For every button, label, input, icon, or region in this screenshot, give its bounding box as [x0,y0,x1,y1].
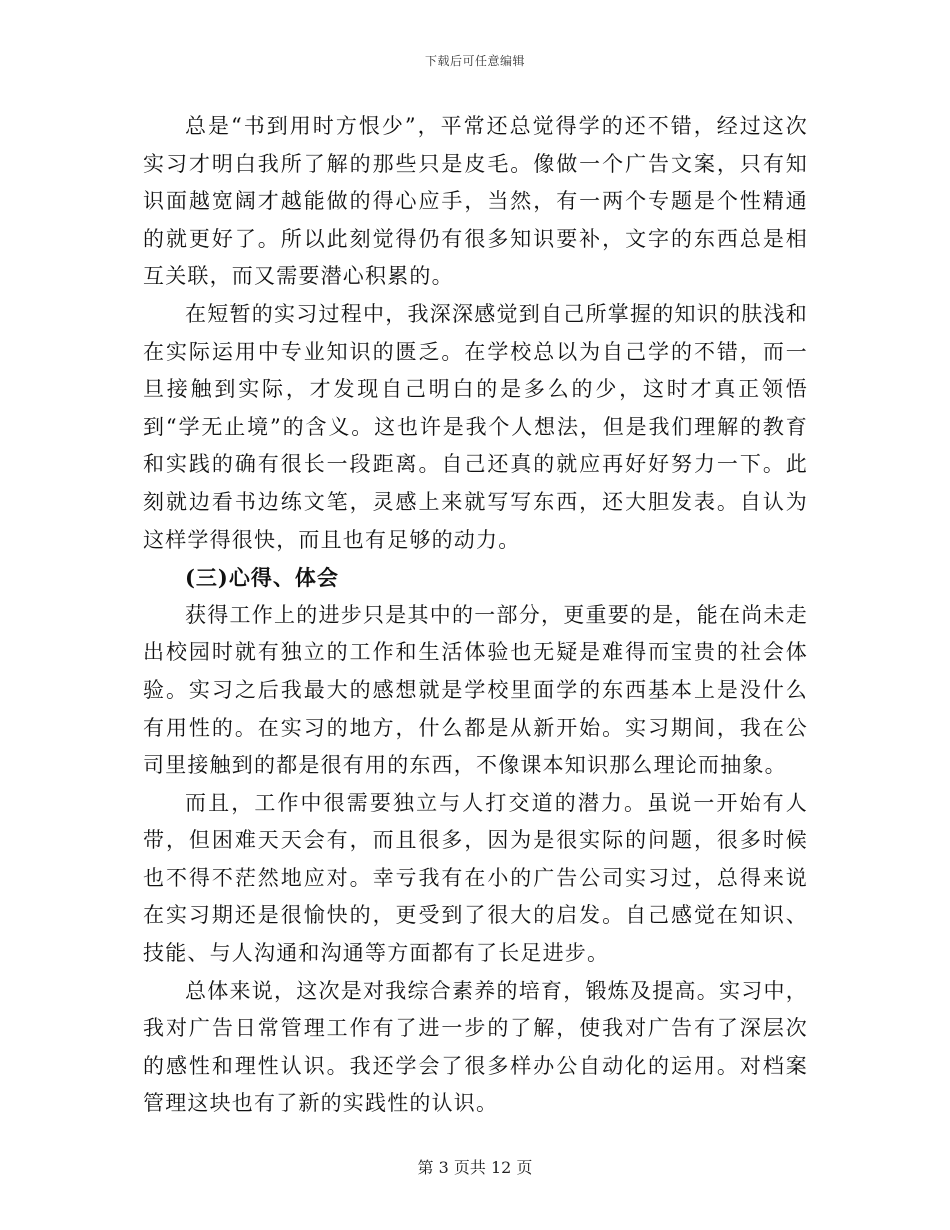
paragraph: 而且，工作中很需要独立与人打交道的潜力。虽说一开始有人带，但困难天天会有，而且很多，因为是很实际的问题，很多时候也不得不茫然地应对。幸亏我有在小的广告公司实习过，总得来说在实习期还是很愉快的，更受到了很大的启发。自己感觉在知识、技能、与人沟通和沟通等方面都有了长足进步。 [143,790,808,966]
paragraph: 获得工作上的进步只是其中的一部分，更重要的是，能在尚未走出校园时就有独立的工作和生活体验也无疑是难得而宝贵的社会体验。实习之后我最大的感想就是学校里面学的东西基本上是没什么有用性的。在实习的地方，什么都是从新开始。实习期间，我在公司里接触到的都是很有用的东西，不像课本知识那么理论而抽象。 [143,602,808,778]
paragraph: 总体来说，这次是对我综合素养的培育，锻炼及提高。实习中，我对广告日常管理工作有了进一步的了解，使我对广告有了深层次的感性和理性认识。我还学会了很多样办公自动化的运用。对档案管理这块也有了新的实践性的认识。 [143,978,808,1116]
header-note: 下载后可任意编辑 [424,54,525,68]
paragraph: 总是“书到用时方恨少”，平常还总觉得学的还不错，经过这次实习才明白我所了解的那些只是皮毛。像做一个广告文案，只有知识面越宽阔才越能做的得心应手，当然，有一两个专题是个性精通的就更好了。所以此刻觉得仍有很多知识要补，文字的东西总是相互关联，而又需要潜心积累的。 [143,114,808,289]
section-heading: (三)心得、体会 [185,565,339,591]
paragraph: 在短暂的实习过程中，我深深感觉到自己所掌握的知识的肤浅和在实际运用中专业知识的匮乏。在学校总以为自己学的不错，而一旦接触到实际，才发现自己明白的是多么的少，这时才真正领悟到“学无止境”的含义。这也许是我个人想法，但是我们理解的教育和实践的确有很长一段距离。自己还真的就应再好好努力一下。此刻就边看书边练文笔，灵感上来就写写东西，还大胆发表。自认为这样学得很快，而且也有足够的动力。 [143,301,808,552]
page-number: 第 3 页共 12 页 [417,1158,533,1177]
document-body [143,108,808,1123]
